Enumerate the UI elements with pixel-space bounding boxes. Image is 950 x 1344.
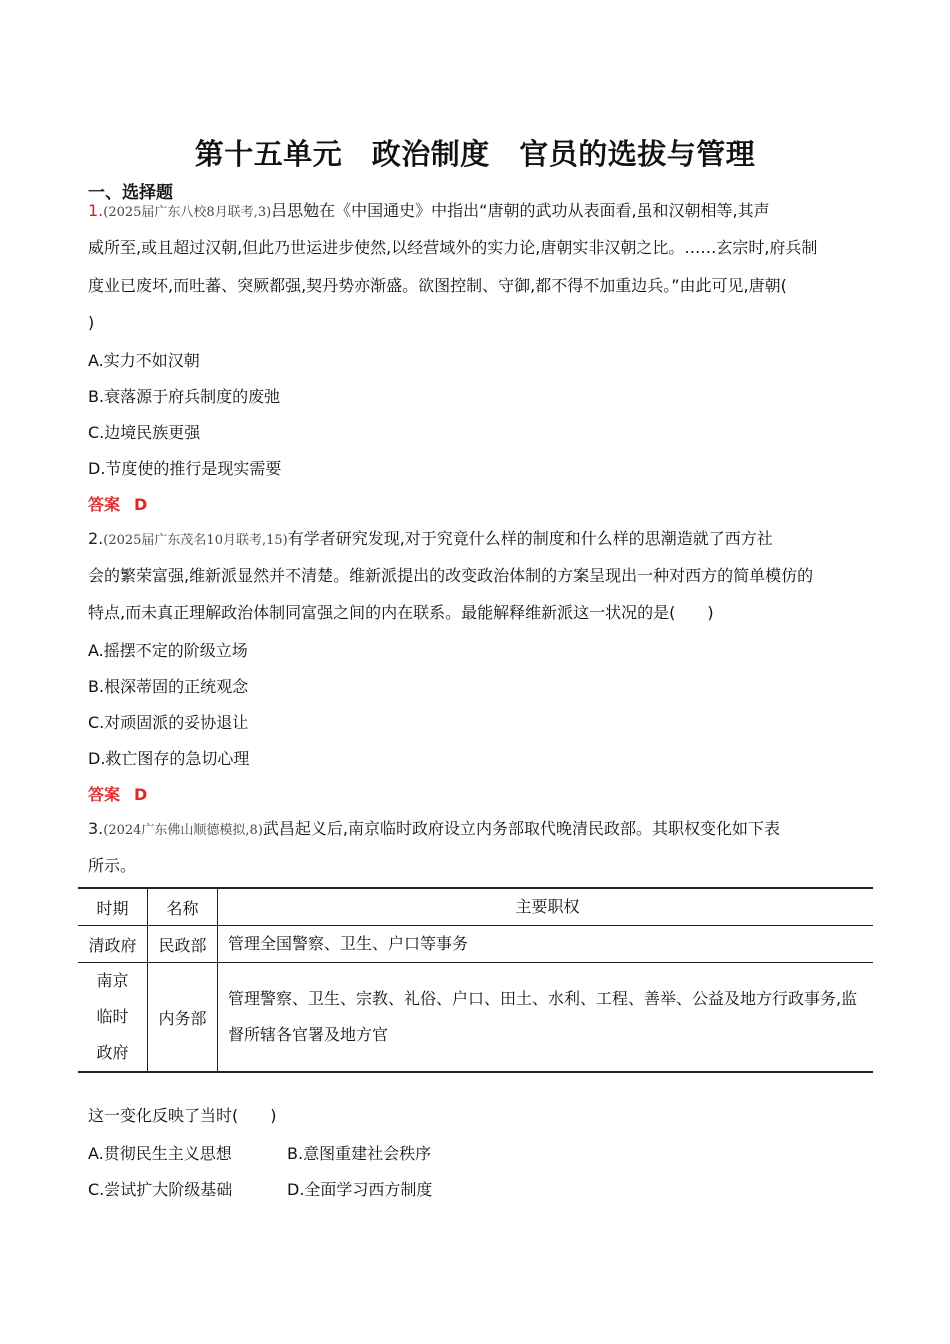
row2-period-line: 临时	[96, 1007, 129, 1026]
q1-option-d: D.节度使的推行是现实需要	[88, 459, 282, 478]
q1-text-1: 吕思勉在《中国通史》中指出“唐朝的武功从表面看,虽和汉朝相等,其声	[271, 201, 770, 220]
row2-duty	[218, 963, 874, 1073]
q2-number: 2.	[88, 529, 104, 548]
q1-option-c: C.边境民族更强	[88, 423, 201, 442]
q3-line-2: 所示。	[88, 856, 137, 875]
q2-source: (2025届广东茂名10月联考,15)	[103, 533, 288, 548]
row2-name: 内务部	[148, 963, 218, 1073]
page-title: 第十五单元 政治制度 官员的选拔与管理	[194, 137, 756, 171]
q2-answer-label: 答案	[88, 785, 121, 804]
q2-line-3: 特点,而未真正理解政治体制同富强之间的内在联系。最能解释维新派这一状况的是( )	[88, 603, 714, 622]
q2-option-c: C.对顽固派的妥协退让	[88, 713, 249, 732]
row2-duty-line: 督所辖各官署及地方官	[228, 1025, 389, 1044]
q2-text-1: 有学者研究发现,对于究竟什么样的制度和什么样的思潮造就了西方社	[287, 529, 773, 548]
q1-option-b: B.衰落源于府兵制度的废弛	[88, 387, 281, 406]
q3-table	[78, 887, 873, 1073]
q1-number: 1.	[88, 201, 104, 220]
table-header-row	[78, 888, 873, 926]
q2-option-b: B.根深蒂固的正统观念	[88, 677, 249, 696]
q3-option-c: C.尝试扩大阶级基础	[88, 1180, 233, 1199]
section-heading: 一、选择题	[88, 183, 173, 203]
header-duty: 主要职权	[218, 888, 874, 926]
q2-answer-value: D	[134, 785, 148, 804]
q3-option-b: B.意图重建社会秩序	[287, 1144, 432, 1163]
row2-period	[78, 963, 148, 1073]
q3-stem-2: 这一变化反映了当时( )	[88, 1106, 277, 1125]
q1-option-a: A.实力不如汉朝	[88, 351, 200, 370]
q2-line-1	[88, 528, 773, 552]
row1-period: 清政府	[78, 926, 148, 963]
q3-text-1: 武昌起义后,南京临时政府设立内务部取代晚清民政部。其职权变化如下表	[262, 819, 780, 838]
q1-source: (2025届广东八校8月联考,3)	[103, 205, 272, 220]
header-name: 名称	[148, 888, 218, 926]
q1-line-2: 威所至,或且超过汉朝,但此乃世运进步使然,以经营域外的实力论,唐朝实非汉朝之比。……玄宗时,府兵制	[88, 238, 818, 257]
table-row	[78, 963, 873, 1073]
q2-answer	[88, 782, 147, 805]
q1-line-1	[88, 200, 770, 224]
q2-line-2: 会的繁荣富强,维新派显然并不清楚。维新派提出的改变政治体制的方案呈现出一种对西方的简单模仿的	[88, 566, 814, 585]
q1-answer-label: 答案	[88, 495, 121, 514]
row1-duty: 管理全国警察、卫生、户口等事务	[218, 926, 874, 963]
q3-line-1	[88, 818, 780, 842]
q1-line-3: 度业已废坏,而吐蕃、突厥都强,契丹势亦渐盛。欲图控制、守御,都不得不加重边兵。”由此可见,唐朝(	[88, 276, 787, 295]
q1-line-4: )	[88, 313, 95, 332]
q2-option-a: A.摇摆不定的阶级立场	[88, 641, 248, 660]
row2-period-line: 政府	[96, 1043, 129, 1062]
q3-source: (2024广东佛山顺德模拟,8)	[103, 823, 263, 838]
table-row	[78, 926, 873, 963]
row2-duty-line: 管理警察、卫生、宗教、礼俗、户口、田土、水利、工程、善举、公益及地方行政事务,监	[228, 989, 858, 1008]
q3-option-d: D.全面学习西方制度	[287, 1180, 433, 1199]
row1-name: 民政部	[148, 926, 218, 963]
header-period: 时期	[78, 888, 148, 926]
q1-answer	[88, 492, 147, 515]
q2-option-d: D.救亡图存的急切心理	[88, 749, 250, 768]
q3-option-a: A.贯彻民生主义思想	[88, 1144, 232, 1163]
row2-period-line: 南京	[96, 971, 129, 990]
q3-number: 3.	[88, 819, 104, 838]
q1-answer-value: D	[134, 495, 148, 514]
